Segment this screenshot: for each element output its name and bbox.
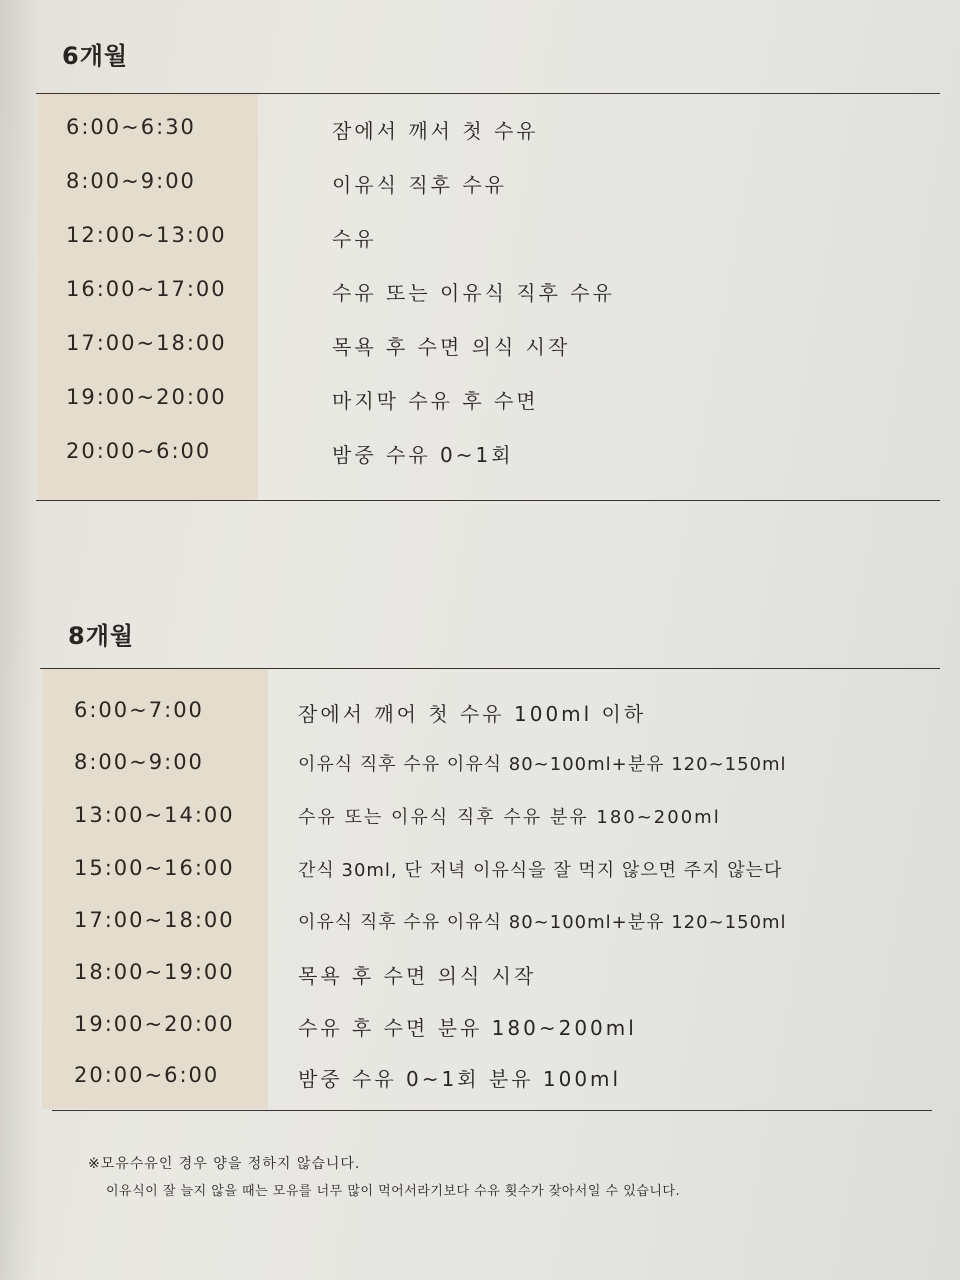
time-cell: 13:00~14:00 bbox=[74, 803, 235, 827]
time-cell: 6:00~7:00 bbox=[74, 698, 204, 722]
activity-cell: 밤중 수유 0~1회 bbox=[332, 443, 514, 467]
activity-cell: 목욕 후 수면 의식 시작 bbox=[298, 964, 537, 988]
section-title-8-months: 8개월 bbox=[68, 622, 135, 650]
activity-cell: 목욕 후 수면 의식 시작 bbox=[332, 335, 571, 359]
time-column-background bbox=[42, 669, 268, 1109]
time-cell: 17:00~18:00 bbox=[66, 331, 227, 355]
time-cell: 8:00~9:00 bbox=[66, 169, 196, 193]
time-cell: 15:00~16:00 bbox=[74, 856, 235, 880]
activity-cell: 간식 30ml, 단 저녁 이유식을 잘 먹지 않으면 주지 않는다 bbox=[298, 860, 783, 881]
time-cell: 20:00~6:00 bbox=[74, 1063, 220, 1087]
activity-cell: 이유식 직후 수유 bbox=[332, 173, 507, 197]
time-cell: 17:00~18:00 bbox=[74, 908, 235, 932]
time-cell: 16:00~17:00 bbox=[66, 277, 227, 301]
time-cell: 20:00~6:00 bbox=[66, 439, 212, 463]
table-bottom-rule bbox=[36, 500, 940, 501]
activity-cell: 수유 또는 이유식 직후 수유 분유 180~200ml bbox=[298, 807, 721, 828]
activity-cell: 수유 또는 이유식 직후 수유 bbox=[332, 281, 615, 305]
time-cell: 6:00~6:30 bbox=[66, 115, 196, 139]
footnote-line-2: 이유식이 잘 늘지 않을 때는 모유를 너무 많이 먹어서라기보다 수유 횟수가 잦아서일 수 있습니다. bbox=[106, 1184, 681, 1199]
time-cell: 19:00~20:00 bbox=[66, 385, 227, 409]
activity-cell: 수유 후 수면 분유 180~200ml bbox=[298, 1016, 637, 1040]
activity-cell: 이유식 직후 수유 이유식 80~100ml+분유 120~150ml bbox=[298, 912, 787, 933]
time-cell: 8:00~9:00 bbox=[74, 750, 204, 774]
section-title-6-months: 6개월 bbox=[62, 42, 129, 70]
activity-cell: 밤중 수유 0~1회 분유 100ml bbox=[298, 1067, 622, 1091]
table-bottom-rule bbox=[52, 1110, 932, 1111]
activity-cell: 마지막 수유 후 수면 bbox=[332, 389, 539, 413]
time-cell: 18:00~19:00 bbox=[74, 960, 235, 984]
activity-cell: 수유 bbox=[332, 227, 377, 251]
time-cell: 19:00~20:00 bbox=[74, 1012, 235, 1036]
activity-cell: 잠에서 깨어 첫 수유 100ml 이하 bbox=[298, 702, 647, 726]
time-cell: 12:00~13:00 bbox=[66, 223, 227, 247]
footnote-line-1: ※모유수유인 경우 양을 정하지 않습니다. bbox=[88, 1156, 361, 1172]
activity-cell: 이유식 직후 수유 이유식 80~100ml+분유 120~150ml bbox=[298, 754, 787, 775]
activity-cell: 잠에서 깨서 첫 수유 bbox=[332, 119, 539, 143]
page-gutter-shadow bbox=[0, 0, 40, 1280]
